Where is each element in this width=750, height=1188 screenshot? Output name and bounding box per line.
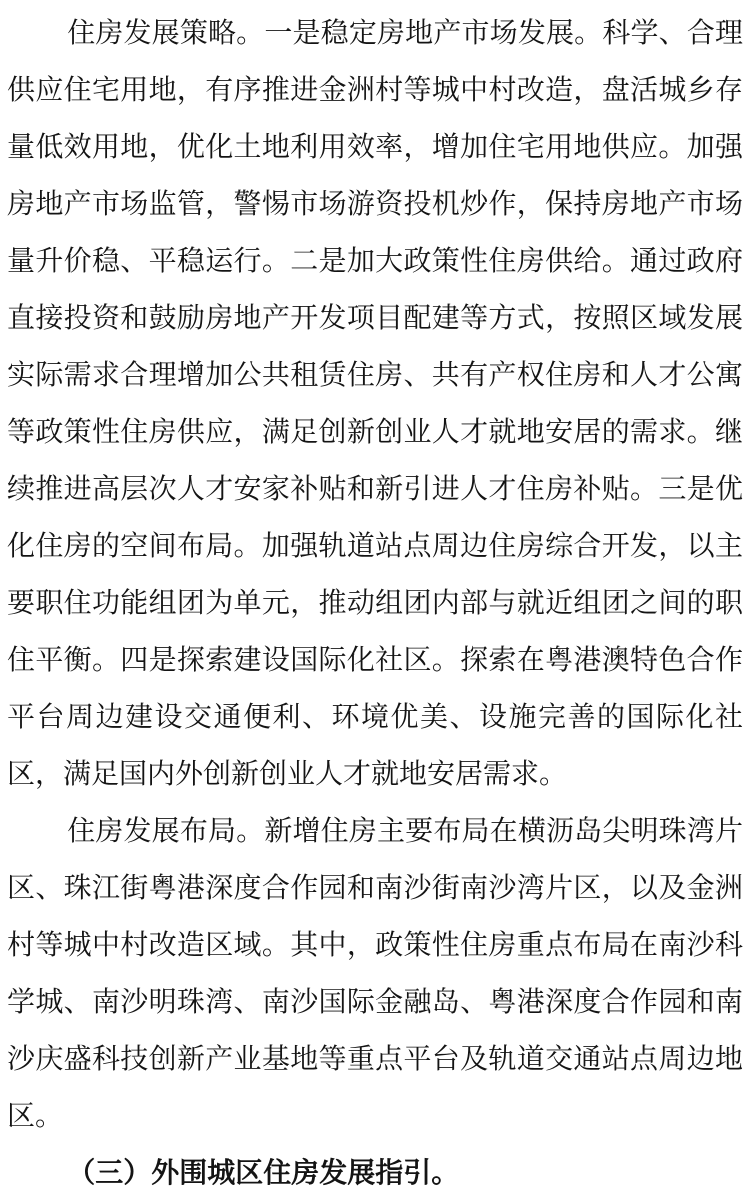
section-heading-outer-districts: （三）外围城区住房发展指引。 — [67, 1158, 460, 1188]
paragraph-housing-layout: 住房发展布局。新增住房主要布局在横沥岛尖明珠湾片区、珠江街粤港深度合作园和南沙街南沙湾片区，以及金洲村等城中村改造区域。其中，政策性住房重点布局在南沙科学城、南沙明珠湾、南沙国际金融岛、粤港深度合作园和南沙庆盛科技创新产业基地等重点平台及轨道交通站点周边地区。 — [7, 816, 743, 1132]
paragraph-housing-strategy: 住房发展策略。一是稳定房地产市场发展。科学、合理供应住宅用地，有序推进金洲村等城中村改造，盘活城乡存量低效用地，优化土地利用效率，增加住宅用地供应。加强房地产市场监管，警惕市场游资投机炒作，保持房地产市场量升价稳、平稳运行。二是加大政策性住房供给。通过政府直接投资和鼓励房地产开发项目配建等方式，按照区域发展实际需求合理增加公共租赁住房、共有产权住房和人才公寓等政策性住房供应，满足创新创业人才就地安居的需求。继续推进高层次人才安家补贴和新引进人才住房补贴。三是优化住房的空间布局。加强轨道站点周边住房综合开发，以主要职住功能组团为单元，推动组团内部与就近组团之间的职住平衡。四是探索建设国际化社区。探索在粤港澳特色合作平台周边建设交通便利、环境优美、设施完善的国际化社区，满足国内外创新创业人才就地安居需求。 — [7, 18, 743, 790]
